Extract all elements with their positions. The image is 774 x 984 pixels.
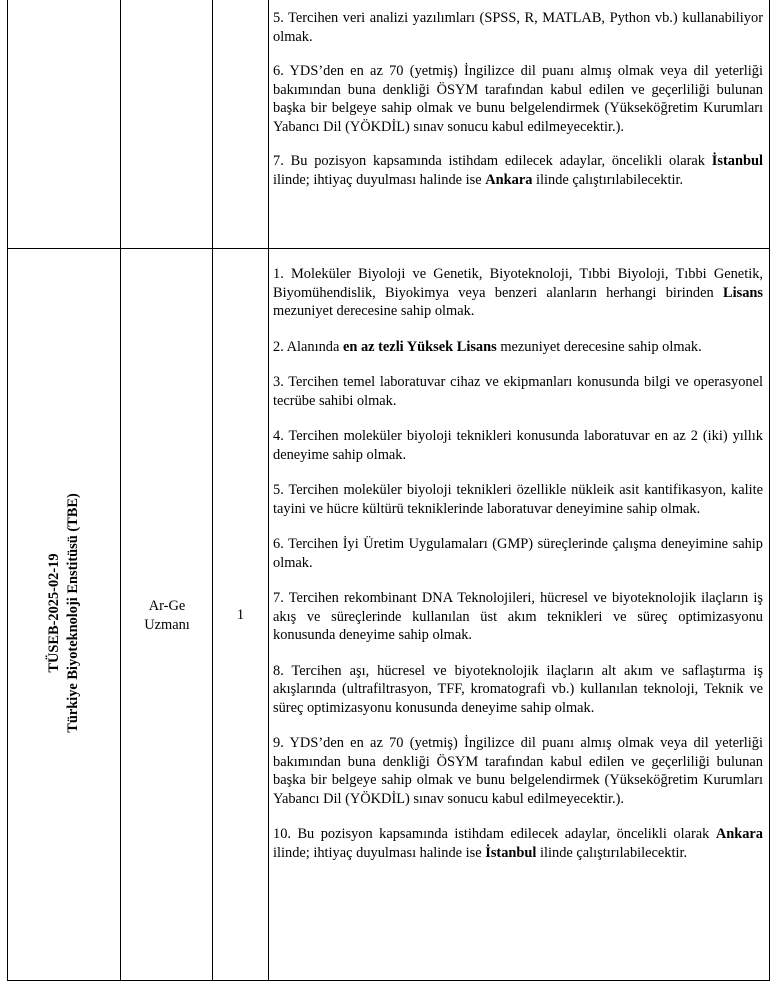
requirement-text-bold: İstanbul [711,153,763,169]
requirement-item [273,535,763,572]
requirement-text: 5. Tercihen moleküler biyoloji teknikleri özellikle nükleik asit kantifikasyon, kalite tayini ve hücre kültürü tekniklerinde laboratuvar deneyimine sahip olmak. [273,482,763,517]
requirement-item [273,589,763,645]
requirement-text-bold: Lisans [723,284,763,301]
row-divider [7,248,770,249]
requirement-text: 7. Bu pozisyon kapsamında istihdam edilecek adaylar, öncelikli olarak [273,153,712,169]
row2-requirements-cell [273,265,763,862]
row1-requirements-list [273,9,763,189]
requirement-text: 9. YDS’den en az 70 (yetmiş) İngilizce dil puanı almış olmak veya dil yeterliği bakımından buna denkliği ÖSYM tarafından kabul edilen ve geçerliliği bulunan başka bir belgeye sahip olmak ve bunu belgelendirmek (Yükseköğretim Kurumları Yabancı Dil (YÖKDİL) sınav sonucu kabul edilmeyecektir.). [273,735,763,807]
requirement-text: 7. Tercihen rekombinant DNA Teknolojileri, hücresel ve biyoteknolojik ilaçların iş akış ve süreçlerinde kullanılan üst akım teknikleri ve süreç optimizasyonu konusunda deneyime sahip olmak. [273,590,763,643]
requirement-item [273,662,763,718]
row2-requirements-list [273,265,763,862]
requirement-text: 2. Alanında [273,338,343,355]
requirement-item [273,9,763,46]
requirement-text: ilinde çalıştırılabilecektir. [536,844,688,861]
requirement-text: 10. Bu pozisyon kapsamında istihdam edilecek adaylar, öncelikli olarak [273,826,716,842]
requirement-text-bold: Ankara [715,826,763,842]
requirement-item [273,373,763,410]
table-border-bottom [7,980,770,981]
requirement-text: ilinde çalıştırılabilecektir. [532,171,684,188]
requirement-item [273,481,763,518]
column-divider-2 [212,0,213,981]
requirement-text: 1. Moleküler Biyoloji ve Genetik, Biyoteknoloji, Tıbbi Biyoloji, Tıbbi Genetik, Biyomühendislik, Biyokimya veya benzeri alanların herhangi birinden [273,266,763,301]
requirement-text: 8. Tercihen aşı, hücresel ve biyoteknolojik ilaçların alt akım ve saflaştırma iş akışlarında (ultrafiltrasyon, TFF, kromatografi vb.) kullanılan teknoloji, Teknik ve süreç optimizasyonu konusunda deneyime sahip olmak. [273,662,763,716]
position-code: TÜSEB-2025-02-19 [46,553,62,673]
position-count: 1 [236,607,245,623]
requirement-item [273,338,763,357]
column-divider-1 [120,0,121,981]
requirement-text: 6. Tercihen İyi Üretim Uygulamaları (GMP) süreçlerinde çalışma deneyimine sahip olmak. [273,536,763,571]
column-divider-3 [268,0,269,981]
requirement-item [273,62,763,136]
requirement-item [273,427,763,464]
requirement-text-bold: en az tezli Yüksek Lisans [342,338,497,355]
table-border-right [769,0,770,981]
requirement-item [273,734,763,808]
requirement-text: 3. Tercihen temel laboratuvar cihaz ve ekipmanları konusunda bilgi ve operasyonel tecrübe sahibi olmak. [273,374,763,409]
requirement-text: mezuniyet derecesine sahip olmak. [273,303,475,319]
requirement-item [273,265,763,321]
position-label-rotated [45,423,83,803]
requirement-text-bold: İstanbul [485,844,537,861]
requirement-text: mezuniyet derecesine sahip olmak. [496,338,702,355]
requirement-item [273,152,763,189]
requirement-text-bold: Ankara [485,171,533,188]
requirement-text: 5. Tercihen veri analizi yazılımları (SPSS, R, MATLAB, Python vb.) kullanabiliyor olmak. [273,10,763,45]
row1-requirements-cell [273,9,763,189]
requirement-text: ilinde; ihtiyaç duyulması halinde ise [273,171,486,188]
table-border-left [7,0,8,981]
position-title: Ar-Ge Uzmanı [144,598,190,633]
requirement-text: 6. YDS’den en az 70 (yetmiş) İngilizce dil puanı almış olmak veya dil yeterliği bakımından buna denkliği ÖSYM tarafından kabul edilen ve geçerliliği bulunan başka bir belgeye sahip olmak ve bunu belgelendirmek (Yükseköğretim Kurumları Yabancı Dil (YÖKDİL) sınav sonucu kabul edilmeyecektir.). [273,63,763,135]
requirement-text: ilinde; ihtiyaç duyulması halinde ise [273,844,486,861]
requirement-item [273,825,763,862]
requirement-text: 4. Tercihen moleküler biyoloji teknikleri konusunda laboratuvar en az 2 (iki) yıllık deneyime sahip olmak. [273,428,763,463]
institute-name: Türkiye Biyoteknoloji Enstitüsü (TBE) [65,493,81,733]
